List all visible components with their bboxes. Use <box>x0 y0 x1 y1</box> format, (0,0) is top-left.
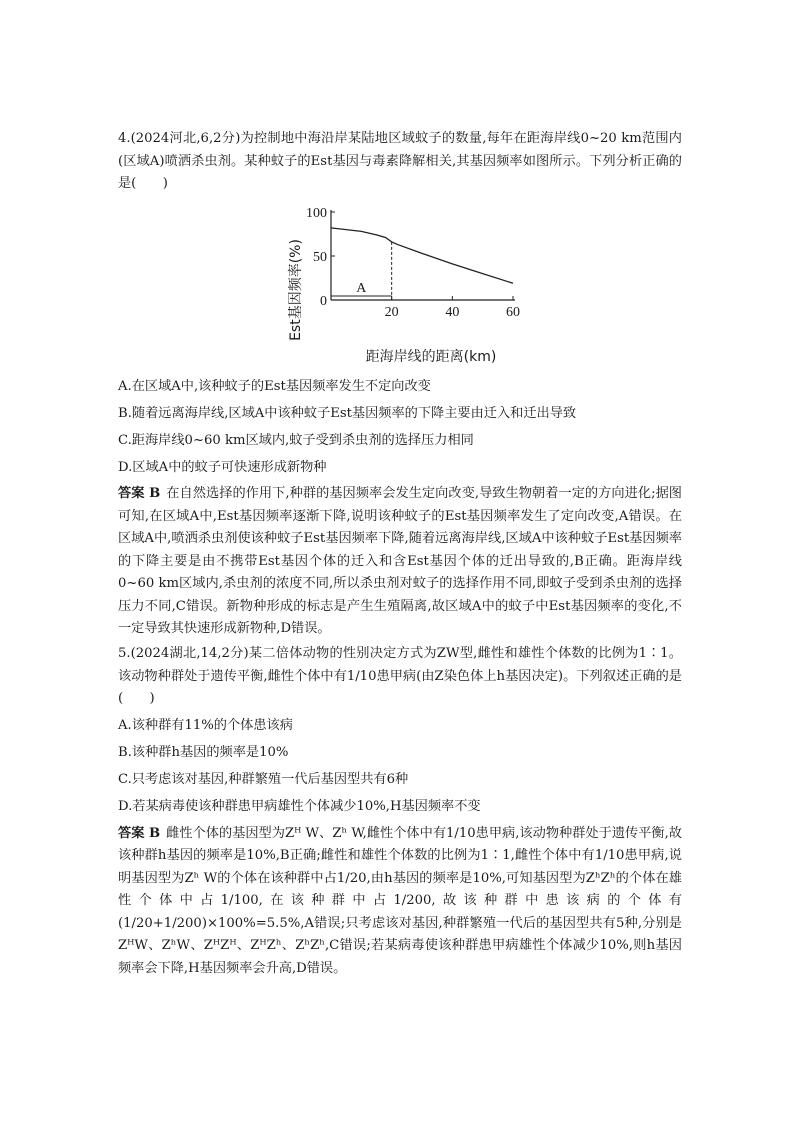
answer-label: 答案 B <box>118 486 161 501</box>
question-5-stem: 5.(2024湖北,14,2分)某二倍体动物的性别决定方式为ZW型,雌性和雄性个体数的比例为1∶1。该动物种群处于遗传平衡,雌性个体中有1/10患甲病(由Z染色体上h基因决定)。下列叙述正确的是( ) <box>118 646 682 706</box>
series-group <box>331 227 513 282</box>
answer-4 <box>118 483 682 641</box>
question-4-options <box>118 376 682 480</box>
gene-frequency-chart <box>118 200 682 370</box>
x-tick-label: 20 <box>384 304 399 320</box>
answer-text: 在自然选择的作用下,种群的基因频率会发生定向改变,导致生物朝着一定的方向进化;据图可知,在区域A中,Est基因频率逐渐下降,说明该种蚊子的Est基因频率发生了定向改变,A错误。在区域A中,喷洒杀虫剂使该种蚊子Est基因频率下降,随着远离海岸线,区域A中该种蚊子Est基因频率的下降主要是由不携带Est基因个体的迁入和含Est基因个体的迁出导致的,B正确。距海岸线0~60 km区域内,杀虫剂的浓度不同,所以杀虫剂对蚊子的选择作用不同,即蚊子受到杀虫剂的选择压力不同,C错误。新物种形成的标志是产生生殖隔离,故区域A中的蚊子中Est基因频率的变化,不一定导致其快速形成新物种,D错误。 <box>118 486 682 636</box>
x-tick-label: 40 <box>445 304 460 320</box>
y-tick-label: 50 <box>313 249 327 265</box>
y-axis-label-group <box>287 239 304 341</box>
answer-label: 答案 B <box>118 825 161 841</box>
chart-svg <box>276 200 536 370</box>
option-a: A.该种群有11%的个体患该病 <box>118 718 293 733</box>
option-c: C.距海岸线0~60 km区域内,蚊子受到杀虫剂的选择压力相同 <box>118 432 474 448</box>
region-a-label: A <box>356 280 367 296</box>
x-tick-label: 60 <box>506 304 520 320</box>
page-content <box>118 128 682 983</box>
option-d: D.区域A中的蚊子可快速形成新物种 <box>118 459 327 475</box>
region-a <box>331 241 392 299</box>
answer-text: 雌性个体的基因型为Zᴴ W、Zʰ W,雌性个体中有1/10患甲病,该动物种群处于遗传平衡,故该种群h基因的频率是10%,B正确;雌性和雄性个体数的比例为1∶1,雌性个体中有1/10患甲病,说明基因型为Zʰ W的个体在该种群中占1/20,由h基因的频率是10%,可知基因型为ZʰZʰ的个体在雄性个体中占1/100,在该种群中占1/200,故该种群中患该病的个体有(1/20+1/200)×100%=5.5%,A错误;只考虑该对基因,种群繁殖一代后的基因型共有5种,分别是ZᴴW、ZʰW、ZᴴZᴴ、ZᴴZʰ、ZʰZʰ,C错误;若某病毒使该种群患甲病雄性个体减少10%,则h基因频率会下降,H基因频率会升高,D错误。 <box>118 825 682 976</box>
question-4-stem: 4.(2024河北,6,2分)为控制地中海沿岸某陆地区域蚊子的数量,每年在距海岸线0~20 km范围内(区域A)喷洒杀虫剂。某种蚊子的Est基因与毒素降解相关,其基因频率如图所示。下列分析正确的是( ) <box>118 131 682 191</box>
option-d: D.若某病毒使该种群患甲病雄性个体减少10%,H基因频率不变 <box>118 799 481 814</box>
est-frequency-line <box>331 227 513 282</box>
option-b: B.该种群h基因的频率是10% <box>118 745 289 760</box>
x-axis-label: 距海岸线的距离(km) <box>365 348 497 365</box>
option-a: A.在区域A中,该种蚊子的Est基因频率发生不定向改变 <box>118 378 431 394</box>
answer-5 <box>118 823 682 981</box>
option-b: B.随着远离海岸线,区域A中该种蚊子Est基因频率的下降主要由迁入和迁出导致 <box>118 405 577 421</box>
y-axis-label: Est基因频率(%) <box>288 238 304 341</box>
option-c: C.只考虑该对基因,种群繁殖一代后基因型共有6种 <box>118 772 409 787</box>
y-tick-label: 100 <box>306 205 327 221</box>
tick-labels <box>306 206 520 320</box>
y-tick-label: 0 <box>320 293 327 309</box>
question-5-options <box>118 715 682 819</box>
